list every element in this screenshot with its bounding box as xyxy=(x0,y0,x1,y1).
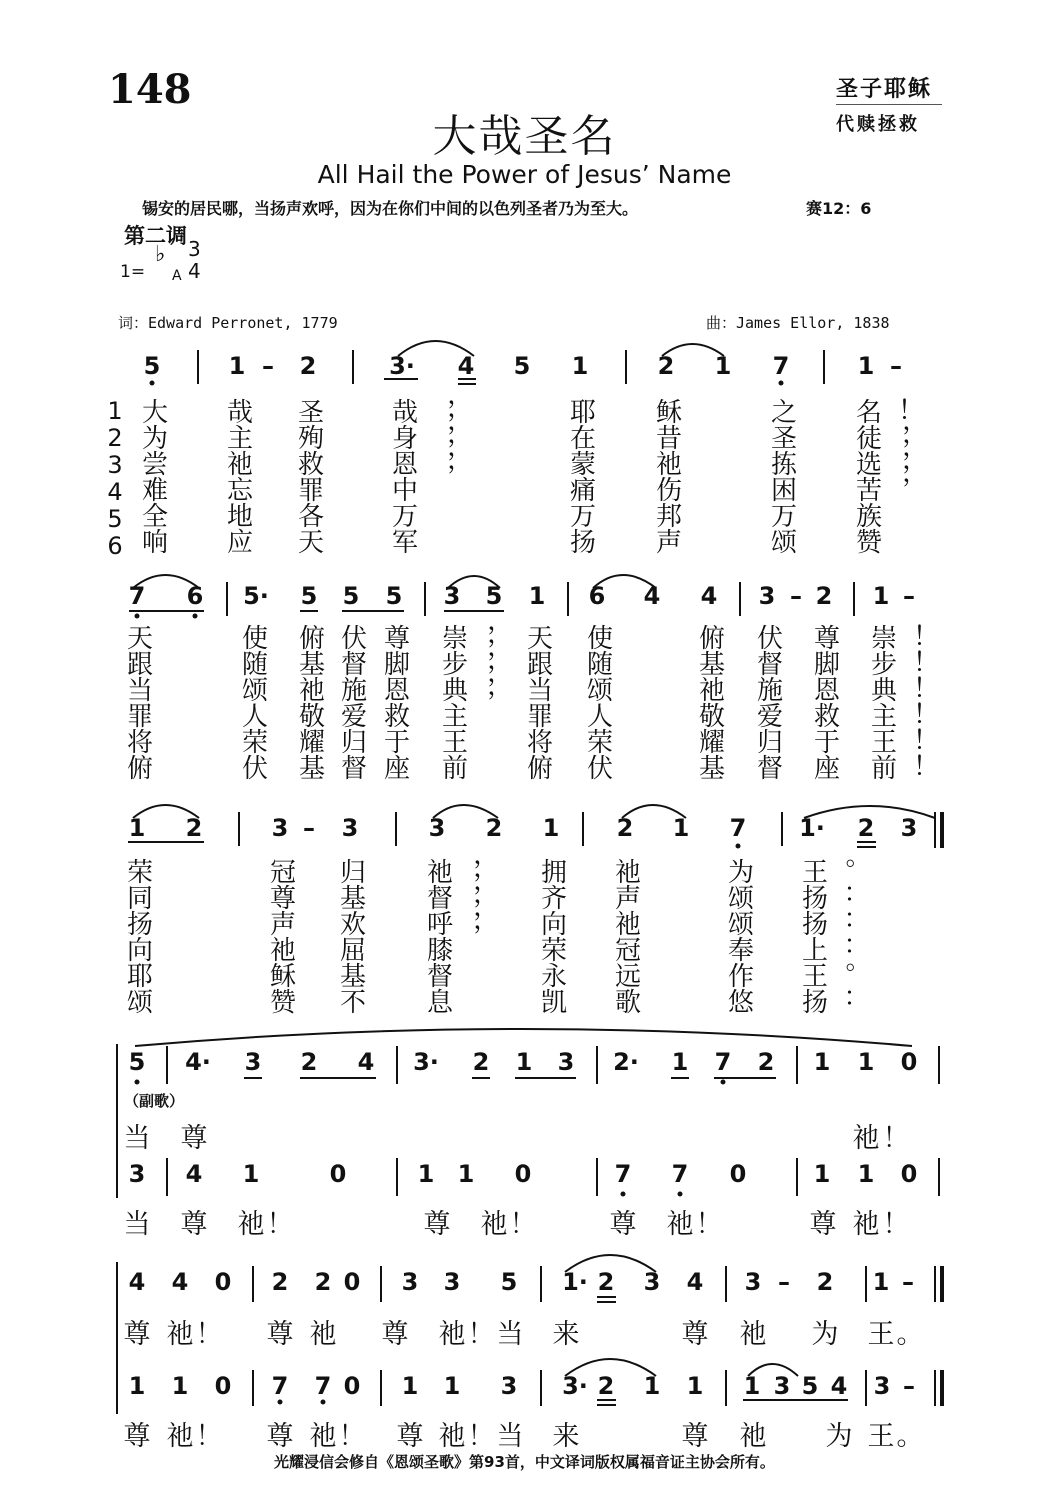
note: 0 xyxy=(900,1048,918,1076)
lyric: 尊 xyxy=(681,1421,709,1452)
note: – xyxy=(902,1268,914,1296)
lyric-column: ！！！！！！ xyxy=(895,624,926,780)
note: 4 xyxy=(357,1048,375,1076)
lyric: 尊 xyxy=(423,1209,451,1240)
note: 1 xyxy=(228,352,246,380)
note: 7 xyxy=(772,352,790,380)
lyric: 尊 xyxy=(809,1209,837,1240)
lyric-column: 使随颂人荣伏 xyxy=(582,624,613,780)
note: 4 xyxy=(686,1268,704,1296)
octave-dot xyxy=(721,1080,726,1085)
music-credit: 曲：James Ellor, 1838 xyxy=(706,314,890,332)
note: 7 xyxy=(271,1372,289,1400)
note: 2 xyxy=(757,1048,775,1076)
slur xyxy=(622,805,686,818)
note: 2 xyxy=(300,1048,318,1076)
note: 2· xyxy=(613,1048,639,1076)
lyric: ！ xyxy=(882,1123,910,1154)
note: 0 xyxy=(214,1372,232,1400)
slur xyxy=(133,805,199,818)
note: 1 xyxy=(857,352,875,380)
lyric: 祂 xyxy=(166,1319,194,1350)
note: 3 xyxy=(401,1268,419,1296)
lyric: 尊 xyxy=(123,1421,151,1452)
note: 3 xyxy=(271,814,289,842)
lyric: 祂 xyxy=(309,1319,337,1350)
note: 3 xyxy=(773,1372,791,1400)
lyric: 为 xyxy=(811,1319,839,1350)
note: 7 xyxy=(729,814,747,842)
category-secondary: 代赎拯救 xyxy=(836,114,920,135)
slur xyxy=(565,1359,656,1376)
lyric-column: 荣同扬向耶颂 xyxy=(122,858,153,1014)
note: 4 xyxy=(830,1372,848,1400)
note: 5 xyxy=(385,582,403,610)
note: 4 xyxy=(171,1268,189,1296)
note: 6 xyxy=(186,582,204,610)
note: – xyxy=(778,1268,790,1296)
verse-number: 5 xyxy=(107,505,123,533)
lyric-column: 使随颂人荣伏 xyxy=(237,624,268,780)
lyric: ！ xyxy=(695,1209,723,1240)
note: 3· xyxy=(413,1048,439,1076)
octave-dot xyxy=(135,1080,140,1085)
lyric: 。 xyxy=(896,1421,924,1452)
note: 2 xyxy=(185,814,203,842)
lyric-column: 大为尝难全响 xyxy=(137,398,168,554)
note: 2 xyxy=(271,1268,289,1296)
lyric: 尊 xyxy=(266,1421,294,1452)
note: 0 xyxy=(329,1160,347,1188)
note: – xyxy=(303,814,315,842)
lyric: 当 xyxy=(496,1319,524,1350)
lyric: 祂 xyxy=(739,1319,767,1350)
lyric: 。 xyxy=(896,1319,924,1350)
note: 1 xyxy=(242,1160,260,1188)
note: 3 xyxy=(341,814,359,842)
verse-number: 6 xyxy=(107,532,123,560)
note: 5 xyxy=(485,582,503,610)
note: 1 xyxy=(643,1372,661,1400)
lyric: ！ xyxy=(195,1421,223,1452)
octave-dot xyxy=(150,381,155,386)
note: 7 xyxy=(714,1048,732,1076)
words-credit: 词：Edward Perronet, 1779 xyxy=(118,314,338,332)
lyric: 尊 xyxy=(396,1421,424,1452)
lyric-column: 王扬扬上王扬 xyxy=(797,858,828,1014)
time-signature-bottom: 4 xyxy=(188,259,201,283)
lyric: 尊 xyxy=(681,1319,709,1350)
note: 1 xyxy=(813,1160,831,1188)
note: 3· xyxy=(389,352,415,380)
lyric: 尊 xyxy=(266,1319,294,1350)
lyric-column: 之圣拣困万颂 xyxy=(766,398,797,554)
note: 0 xyxy=(343,1268,361,1296)
note: 1 xyxy=(401,1372,419,1400)
note: 1 xyxy=(128,1372,146,1400)
scripture-verse: 锡安的居民哪，当扬声欢呼，因为在你们中间的以色列圣者乃为至大。 xyxy=(142,199,639,218)
lyric-column: 祂督呼膝督息 xyxy=(422,858,453,1014)
note: 1· xyxy=(799,814,825,842)
lyric-column: 崇步典主王前 xyxy=(866,624,897,780)
lyric-column: ，，，，，， xyxy=(425,398,456,489)
note: 2 xyxy=(616,814,634,842)
note: 1 xyxy=(872,1268,890,1296)
lyric-column: 天跟当罪将俯 xyxy=(122,624,153,780)
note: 2 xyxy=(815,582,833,610)
note: 1 xyxy=(743,1372,761,1400)
note: 7 xyxy=(614,1160,632,1188)
octave-dot xyxy=(193,614,198,619)
lyric: 尊 xyxy=(381,1319,409,1350)
lyric: 祂 xyxy=(438,1421,466,1452)
verse-number: 2 xyxy=(107,424,123,452)
lyric-column: 伏督施爱归督 xyxy=(752,624,783,780)
note: 1 xyxy=(813,1048,831,1076)
lyric: 祂 xyxy=(852,1209,880,1240)
lyric: 王 xyxy=(867,1421,895,1452)
note: 5 xyxy=(513,352,531,380)
note: – xyxy=(262,352,274,380)
lyric-column: 耶在蒙痛万扬 xyxy=(565,398,596,554)
note: 1 xyxy=(686,1372,704,1400)
note: 3 xyxy=(428,814,446,842)
note: 3 xyxy=(900,814,918,842)
slur xyxy=(433,805,498,818)
slur xyxy=(748,1364,798,1376)
note: 1 xyxy=(515,1048,533,1076)
note: 1 xyxy=(857,1048,875,1076)
hymn-subtitle: All Hail the Power of Jesus’ Name xyxy=(317,160,732,189)
note: 3· xyxy=(562,1372,588,1400)
key-note: A xyxy=(172,268,182,284)
lyric-column: 圣殉救罪各天 xyxy=(293,398,324,554)
note: 1 xyxy=(457,1160,475,1188)
note: 4 xyxy=(128,1268,146,1296)
note: 0 xyxy=(729,1160,747,1188)
octave-dot xyxy=(621,1192,626,1197)
lyric-column: 归基欢屈基不 xyxy=(335,858,366,1014)
note: 1 xyxy=(671,1048,689,1076)
verse-number: 1 xyxy=(107,397,123,425)
lyric: 尊 xyxy=(123,1319,151,1350)
lyric: 当 xyxy=(123,1123,151,1154)
note: 1 xyxy=(171,1372,189,1400)
lyric-column: 天跟当罪将俯 xyxy=(522,624,553,780)
note: 3 xyxy=(500,1372,518,1400)
lyric-column: ！，，，，， xyxy=(880,398,911,502)
note: 3 xyxy=(643,1268,661,1296)
note: 0 xyxy=(343,1372,361,1400)
note: 2 xyxy=(485,814,503,842)
slur xyxy=(133,575,199,588)
slur xyxy=(398,341,474,356)
note: 1 xyxy=(872,582,890,610)
note: 7 xyxy=(128,582,146,610)
lyric-column: 拥齐向荣永凯 xyxy=(536,858,567,1014)
note: 1 xyxy=(528,582,546,610)
copyright-footer: 光耀浸信会修自《恩颂圣歌》第93首，中文译词版权属福音证主协会所有。 xyxy=(274,1453,775,1471)
lyric-column: 尊脚恩救于座 xyxy=(379,624,410,780)
note: 4· xyxy=(185,1048,211,1076)
lyric: 尊 xyxy=(609,1209,637,1240)
lyric-column: 冠尊声祂稣赞 xyxy=(265,858,296,1014)
time-signature-top: 3 xyxy=(188,237,201,261)
note: 0 xyxy=(214,1268,232,1296)
category-primary: 圣子耶稣 xyxy=(836,76,933,102)
lyric: 来 xyxy=(552,1421,580,1452)
octave-dot xyxy=(779,381,784,386)
verse-number: 3 xyxy=(107,451,123,479)
note: 5 xyxy=(128,1048,146,1076)
note: 2 xyxy=(657,352,675,380)
note: 3 xyxy=(443,582,461,610)
lyric-column: 俯基祂敬耀基 xyxy=(294,624,325,780)
note: 1 xyxy=(857,1160,875,1188)
lyric: 当 xyxy=(496,1421,524,1452)
note: 5 xyxy=(300,582,318,610)
octave-dot xyxy=(736,844,741,849)
flat-icon: ♭ xyxy=(155,242,166,267)
lyric: ！ xyxy=(195,1319,223,1350)
note: 2 xyxy=(472,1048,490,1076)
hymn-number: 148 xyxy=(108,66,192,113)
note: 1· xyxy=(562,1268,588,1296)
key-prefix: 1= xyxy=(120,262,146,282)
note: 0 xyxy=(900,1160,918,1188)
lyric: ！ xyxy=(509,1209,537,1240)
note: 4 xyxy=(700,582,718,610)
note: 3 xyxy=(744,1268,762,1296)
lyric: 为 xyxy=(825,1421,853,1452)
verse-number: 4 xyxy=(107,478,123,506)
scripture-reference: 赛12：6 xyxy=(806,199,872,218)
lyric-column: 崇步典主王前 xyxy=(437,624,468,780)
lyric: 王 xyxy=(867,1319,895,1350)
octave-dot xyxy=(278,1400,283,1405)
note: 5 xyxy=(500,1268,518,1296)
slur xyxy=(593,575,656,588)
note: 2 xyxy=(597,1268,615,1296)
lyric-column: 俯基祂敬耀基 xyxy=(694,624,725,780)
lyric: 祂 xyxy=(438,1319,466,1350)
note: – xyxy=(903,582,915,610)
lyric-column: 为颂颂奉作悠 xyxy=(723,858,754,1014)
note: 2 xyxy=(299,352,317,380)
note: 2 xyxy=(597,1372,615,1400)
lyric-column: 尊脚恩救于座 xyxy=(809,624,840,780)
slur xyxy=(135,1029,912,1046)
lyric: ！ xyxy=(467,1319,495,1350)
note: 1 xyxy=(542,814,560,842)
note: 2 xyxy=(314,1268,332,1296)
hymn-title: 大哉圣名 xyxy=(432,111,617,162)
lyric-column: 稣昔祂伤邦声 xyxy=(651,398,682,554)
lyric-column: 哉身恩中万军 xyxy=(387,398,418,554)
note: 7 xyxy=(671,1160,689,1188)
note: 6 xyxy=(588,582,606,610)
lyric: 祂 xyxy=(666,1209,694,1240)
note: 5· xyxy=(243,582,269,610)
lyric: 祂 xyxy=(480,1209,508,1240)
lyric: 来 xyxy=(552,1319,580,1350)
lyric: ！ xyxy=(467,1421,495,1452)
note: 1 xyxy=(443,1372,461,1400)
note: 1 xyxy=(571,352,589,380)
note: 2 xyxy=(857,814,875,842)
lyric-column: 名徒选苦族赞 xyxy=(851,398,882,554)
note: 1 xyxy=(417,1160,435,1188)
lyric-column: 祂声祂冠远歌 xyxy=(610,858,641,1014)
lyric-column: 伏督施爱归督 xyxy=(336,624,367,780)
lyric-column: ，，，，，， xyxy=(451,858,482,949)
note: 7 xyxy=(314,1372,332,1400)
lyric-column: 。：：：。： xyxy=(825,858,856,1014)
lyric: 尊 xyxy=(180,1123,208,1154)
lyric: 祂 xyxy=(739,1421,767,1452)
note: 1 xyxy=(672,814,690,842)
lyric: 尊 xyxy=(180,1209,208,1240)
lyric: ！ xyxy=(338,1421,366,1452)
lyric: 当 xyxy=(123,1209,151,1240)
note: – xyxy=(903,1372,915,1400)
note: 3 xyxy=(557,1048,575,1076)
lyric-column: ，，，，，， xyxy=(465,624,496,715)
note: – xyxy=(890,352,902,380)
note: 5 xyxy=(143,352,161,380)
note: 4 xyxy=(643,582,661,610)
note: 1 xyxy=(128,814,146,842)
note: 3 xyxy=(244,1048,262,1076)
lyric: 祂 xyxy=(309,1421,337,1452)
note: 3 xyxy=(443,1268,461,1296)
lyric: 祂 xyxy=(166,1421,194,1452)
note: 0 xyxy=(514,1160,532,1188)
slur xyxy=(662,344,724,356)
lyric: 祂 xyxy=(237,1209,265,1240)
note: 4 xyxy=(185,1160,203,1188)
note: 3 xyxy=(128,1160,146,1188)
octave-dot xyxy=(321,1400,326,1405)
note: 5 xyxy=(342,582,360,610)
refrain-label: （副歌） xyxy=(124,1092,185,1110)
lyric: ！ xyxy=(266,1209,294,1240)
note: 4 xyxy=(457,352,475,380)
mode-label: 第二调 xyxy=(124,223,187,248)
slur xyxy=(448,576,500,588)
note: 3 xyxy=(758,582,776,610)
lyric-column: 哉主祂忘地应 xyxy=(222,398,253,554)
octave-dot xyxy=(135,614,140,619)
slur xyxy=(804,806,935,818)
slur xyxy=(565,1255,656,1272)
note: – xyxy=(790,582,802,610)
note: 5 xyxy=(801,1372,819,1400)
note: 2 xyxy=(816,1268,834,1296)
lyric: 祂 xyxy=(852,1123,880,1154)
octave-dot xyxy=(678,1192,683,1197)
lyric: ！ xyxy=(882,1209,910,1240)
note: 1 xyxy=(714,352,732,380)
note: 3 xyxy=(873,1372,891,1400)
